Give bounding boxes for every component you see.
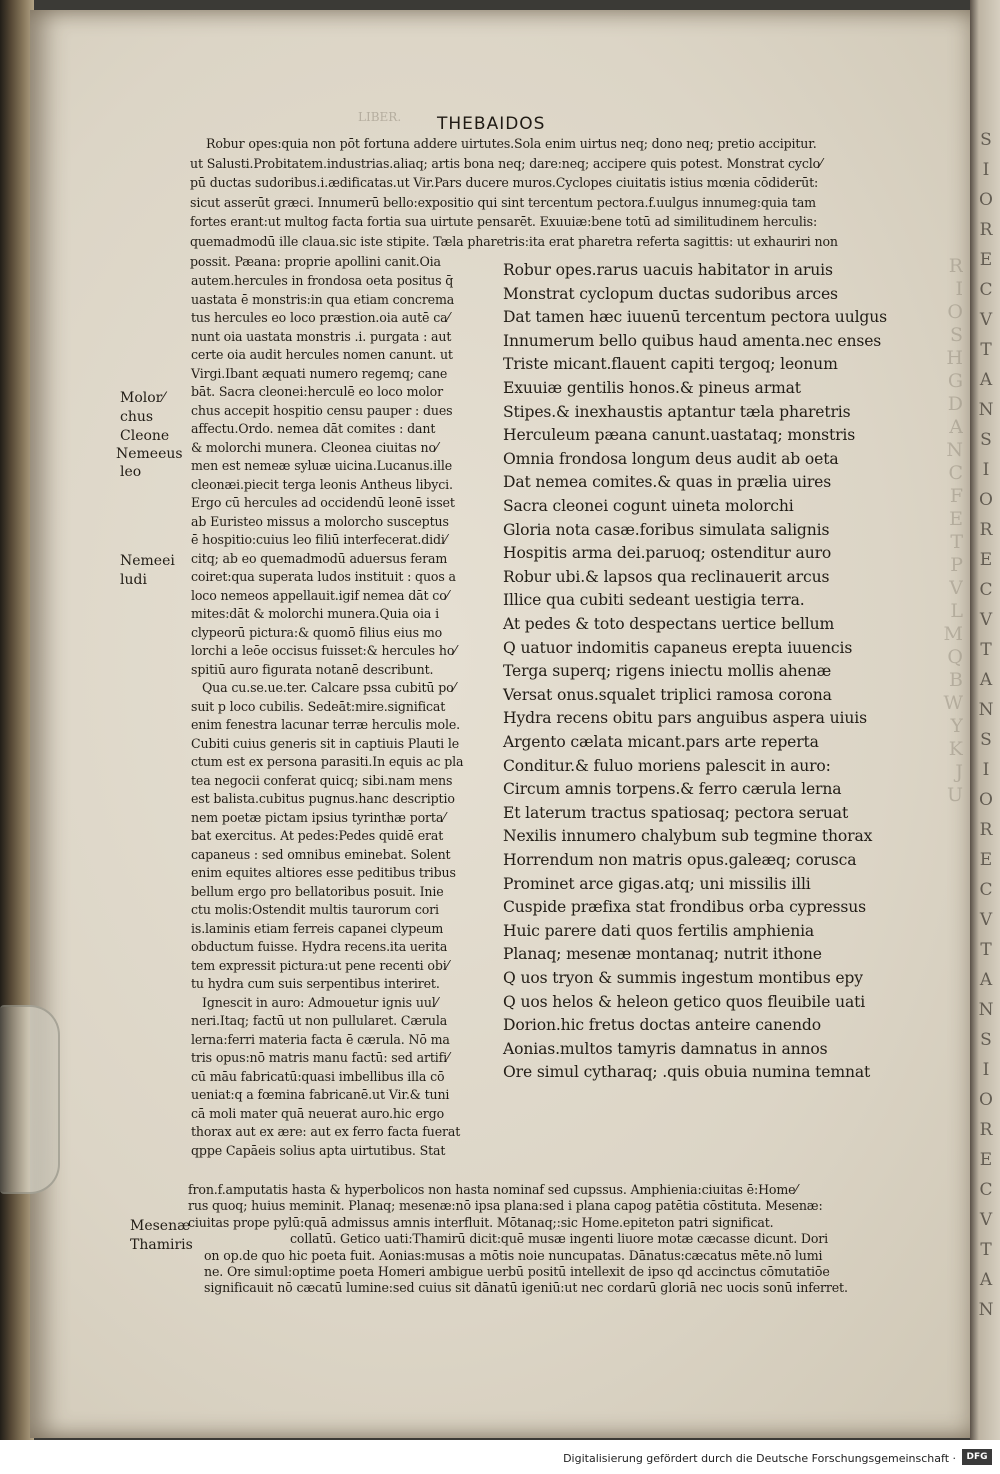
verse-line: Sacra cleonei cogunt uineta molorchi	[503, 497, 794, 515]
verse-line: Robur opes.rarus uacuis habitator in aruis	[503, 261, 833, 279]
facing-page-glyph: A	[979, 670, 993, 690]
show-through-glyph: F	[949, 485, 963, 507]
show-through-glyph: J	[955, 761, 963, 783]
commentary-line: Cubiti cuius generis sit in captiuis Plauti le	[191, 735, 460, 751]
commentary-line: Robur opes:quia non pōt fortuna addere uirtutes.Sola enim uirtus neq; dono neq; pretio accipitur.	[206, 136, 817, 151]
commentary-line: Ergo cū hercules ad occidendū leonē isset	[191, 495, 455, 510]
commentary-line: ctu molis:Ostendit multis taurorum cori	[191, 902, 439, 917]
facing-page-glyph: V	[979, 910, 993, 930]
show-through-glyph: A	[949, 416, 963, 438]
commentary-line: ciuitas prope pylū:quā admissus amnis interfluit. Mōtanaq;:sic Home.epiteton patri significat.	[188, 1214, 774, 1230]
show-through-glyph: K	[948, 738, 963, 760]
facing-page-glyph: E	[979, 850, 993, 870]
running-header: THEBAIDOS	[437, 114, 546, 134]
commentary-line: collatū. Getico uati:Thamirū dicit:quē musæ ingenti liuore motæ cæcasse dicunt. Dori	[290, 1231, 829, 1247]
marginal-note: Molor⁄	[120, 390, 165, 406]
facing-page-glyph: I	[982, 460, 990, 480]
commentary-line: Virgi.Ibant æquati numero regemq; cane	[191, 365, 448, 381]
facing-page-glyph: T	[980, 940, 992, 960]
commentary-line: qppe Capāeis solius apta uirtutibus. Stat	[191, 1142, 446, 1158]
show-through-glyph: O	[947, 301, 963, 323]
commentary-line: ut Salusti.Probitatem.industrias.aliaq; artis bona neq; dare:neq; accipere quis potest. Monstrat cyclo⁄	[190, 155, 822, 171]
verse-line: Herculeum pæana canunt.uastataq; monstris	[503, 426, 856, 445]
page-clip	[0, 1005, 60, 1194]
commentary-line: tem expressit pictura:ut pene recenti obi⁄	[191, 957, 449, 973]
show-through-glyph: G	[947, 370, 963, 392]
show-through-glyph: U	[946, 784, 963, 806]
commentary-line: men est nemeæ syluæ uicina.Lucanus.ille	[191, 458, 453, 473]
marginal-note: Nemeeus	[116, 446, 183, 462]
commentary-line: tris opus:nō matris manu factū: sed artifi⁄	[191, 1050, 450, 1065]
commentary-line: loco nemeos appellauit.igif nemea dāt co⁄	[191, 587, 449, 603]
facing-page-glyph: A	[979, 970, 993, 990]
verse-line: Hospitis arma dei.paruoq; ostenditur auro	[503, 544, 832, 563]
commentary-line: nem poetæ pictam ipsius tyrinthæ porta⁄	[191, 809, 446, 825]
verse-line: Et laterum tractus spatiosaq; pectora seruat	[503, 803, 849, 822]
verse-line: Hydra recens obitu pars anguibus aspera uiuis	[503, 709, 867, 728]
facing-page-glyph: S	[980, 1030, 992, 1050]
facing-page-glyph: O	[979, 1090, 993, 1110]
facing-page-glyph: N	[978, 1300, 994, 1320]
verse-line: Gloria nota casæ.foribus simulata salignis	[503, 520, 830, 539]
commentary-line: Ignescit in auro: Admouetur ignis uul⁄	[202, 994, 438, 1010]
commentary-line: enim fenestra lacunar terræ herculis mole.	[191, 717, 460, 732]
facing-page-glyph: V	[979, 610, 993, 630]
facing-page-glyph: C	[979, 1180, 993, 1200]
facing-page-glyph: S	[980, 730, 992, 750]
facing-page-glyph: V	[979, 310, 993, 330]
marginal-note: Thamiris	[130, 1237, 193, 1253]
marginal-note: Nemeei	[120, 553, 175, 569]
verse-line: Q uos helos & heleon getico quos fleuibile uati	[503, 992, 866, 1011]
commentary-line: lorchi a leōe occisus fuisset:& hercules ho⁄	[191, 643, 457, 658]
show-through-glyph: W	[943, 692, 963, 714]
commentary-line: quemadmodū ille claua.sic iste stipite. Tæla pharetris:ita erat pharetra referta sagittis: ut exhauriri non	[190, 234, 838, 249]
verse-line: Conditur.& fuluo moriens palescit in auro:	[503, 756, 831, 775]
commentary-line: enim equites altiores esse peditibus tribus	[191, 865, 456, 880]
commentary-line: coiret:qua superata ludos instituit : quos a	[191, 569, 456, 584]
commentary-line: cā moli mater quā neuerat auro.hic ergo	[191, 1105, 445, 1121]
facing-page-glyph: R	[979, 1120, 993, 1140]
commentary-line: thorax aut ex ære: aut ex ferro facta fuerat	[191, 1124, 461, 1139]
facing-page-glyph: R	[979, 520, 993, 540]
show-through-glyph: M	[943, 623, 963, 645]
verse-line: Versat onus.squalet triplici ramosa corona	[503, 685, 832, 704]
show-through-glyph: Q	[947, 646, 963, 668]
marginal-note: chus	[120, 409, 154, 425]
dfg-logo: DFG	[962, 1449, 992, 1465]
facing-page-glyph: C	[979, 280, 993, 300]
footer-bar	[0, 1440, 1000, 1474]
show-through-glyph: D	[947, 393, 963, 415]
marginal-note: ludi	[120, 572, 147, 588]
show-through-glyph: I	[955, 278, 963, 300]
verse-line: Q uos tryon & summis ingestum montibus epy	[503, 969, 863, 987]
commentary-line: fron.f.amputatis hasta & hyperbolicos non hasta nominaf sed cupssus. Amphienia:ciuitas ē:Home⁄	[188, 1182, 798, 1197]
verse-line: Horrendum non matris opus.galeæq; corusca	[503, 851, 857, 869]
commentary-line: is.laminis etiam ferreis capanei clypeum	[191, 920, 444, 936]
commentary-line: & molorchi munera. Cleonea ciuitas no⁄	[191, 439, 438, 455]
commentary-line: ab Euristeo missus a molorcho susceptus	[191, 513, 449, 529]
commentary-line: pū ductas sudoribus.i.ædificatas.ut Vir.Pars ducere muros.Cyclopes ciuitatis istius mœnia cōdiderūt:	[190, 175, 819, 191]
facing-page-glyph: S	[980, 130, 992, 150]
facing-page-glyph: V	[979, 1210, 993, 1230]
commentary-line: nunt oia uastata monstris .i. purgata : aut	[191, 328, 452, 344]
verse-line: Prominet arce gigas.atq; uni missilis illi	[503, 874, 811, 893]
commentary-line: tus hercules eo loco præstion.oia autē ca⁄	[191, 310, 450, 325]
commentary-line: ne. Ore simul:optime poeta Homeri ambigue uerbū positū intellexit de ipso qd accinctus cōmutatiōe	[204, 1264, 830, 1279]
commentary-line: uastata ē monstris:in qua etiam concrema	[191, 291, 455, 307]
commentary-line: mites:dāt & molorchi munera.Quia oia i	[191, 606, 439, 621]
facing-page-glyph: R	[979, 820, 993, 840]
facing-page-glyph: C	[979, 580, 993, 600]
verse-line: Triste micant.flauent capiti tergoq; leonum	[503, 355, 838, 374]
marginal-note: Mesenæ	[130, 1218, 191, 1234]
verse-line: Q uatuor indomitis capaneus erepta iuuencis	[503, 638, 853, 657]
verse-line: Nexilis innumero chalybum sub tegmine thorax	[503, 827, 873, 846]
show-through-glyph: P	[950, 554, 963, 576]
commentary-line: significauit nō cæcatū lumine:sed cuius sit dānatū igeniū:ut nec cordarū gloriā nec uocis sonū inferret.	[204, 1280, 848, 1296]
commentary-line: capaneus : sed omnibus eminebat. Solent	[191, 846, 451, 862]
show-through-glyph: B	[949, 669, 963, 691]
verse-line: Omnia frondosa longum deus audit ab oeta	[503, 449, 839, 468]
facing-page-glyph: O	[979, 790, 993, 810]
commentary-line: suit p loco cubilis. Sedeāt:mire.significat	[191, 698, 446, 714]
commentary-line: ctum est ex persona parasiti.In equis ac pla	[191, 754, 464, 769]
verse-line: Huic parere dati quos fertilis amphienia	[503, 921, 815, 940]
verse-line: Aonias.multos tamyris damnatus in annos	[503, 1039, 828, 1058]
commentary-line: bāt. Sacra cleonei:herculē eo loco molor	[191, 384, 443, 399]
commentary-line: obductum fuisse. Hydra recens.ita uerita	[191, 939, 448, 954]
facing-page-glyph: E	[979, 250, 993, 270]
facing-page-glyph: I	[982, 1060, 990, 1080]
facing-page-glyph: A	[979, 370, 993, 390]
facing-page-glyph: I	[982, 760, 990, 780]
show-through-glyph: E	[949, 508, 963, 530]
facing-page-glyph: A	[979, 1270, 993, 1290]
commentary-line: cū māu fabricatū:quasi imbellibus illa cō	[191, 1068, 445, 1084]
facing-page-glyph: N	[978, 700, 994, 720]
show-through-glyph: C	[948, 462, 963, 484]
commentary-line: tu hydra cum suis serpentibus interiret.	[191, 976, 440, 991]
verse-line: Dat nemea comites.& quas in prælia uires	[503, 473, 832, 492]
commentary-line: ē hospitio:cuius leo filiū interfecerat.didi⁄	[191, 532, 447, 547]
facing-page-glyph: T	[980, 1240, 992, 1260]
commentary-line: on op.de quo hic poeta fuit. Aonias:musas a mōtis noie nuncupatas. Dānatus:cæcatus mēte.nō lumi	[204, 1247, 823, 1263]
show-through-glyph: V	[949, 577, 963, 599]
show-through-glyph: N	[946, 439, 963, 461]
verse-line: Dorion.hic fretus doctas anteire canendo	[503, 1016, 821, 1035]
facing-page-glyph: O	[979, 190, 993, 210]
show-through-glyph: H	[946, 347, 963, 369]
show-through-glyph: T	[950, 531, 963, 553]
commentary-line: affectu.Ordo. nemea dāt comites : dant	[191, 421, 436, 436]
show-through-glyph: L	[950, 600, 963, 622]
facing-page-glyph: S	[980, 430, 992, 450]
show-through-glyph: Y	[950, 715, 963, 737]
verse-line: Robur ubi.& lapsos qua reclinauerit arcus	[503, 567, 830, 586]
facing-page-glyph: E	[979, 550, 993, 570]
verse-line: Argento cælata micant.pars arte reperta	[503, 733, 819, 751]
commentary-line: sicut asserūt græci. Innumerū bello:expositio qui sint tercentum pectora.f.uulgus innumeg:quia tam	[190, 194, 816, 210]
commentary-line: lerna:ferri materia facta ē cærula. Nō ma	[191, 1031, 450, 1047]
facing-page-glyph: R	[979, 220, 993, 240]
commentary-line: spitiū auro figurata notanē describunt.	[191, 661, 434, 677]
verse-line: Stipes.& inexhaustis aptantur tæla pharetris	[503, 402, 851, 421]
show-through-header: LIBER.	[358, 110, 402, 124]
commentary-line: chus accepit hospitio censu pauper : dues	[191, 402, 453, 418]
commentary-line: tea negocii conferat quicq; sibi.nam mens	[191, 772, 453, 788]
commentary-line: Qua cu.se.ue.ter. Calcare pssa cubitū po⁄	[202, 680, 456, 695]
verse-line: Planaq; mesenæ montanaq; nutrit ithone	[503, 945, 822, 964]
show-through-text	[893, 255, 963, 815]
commentary-line: certe oia audit hercules nomen canunt. ut	[191, 347, 453, 362]
marginal-note: Cleone	[120, 428, 170, 444]
facing-page-edge	[970, 0, 1000, 1440]
commentary-line: cleonæi.piecit terga leonis Antheus libyci.	[191, 476, 453, 492]
book-left-edge	[0, 0, 34, 1440]
verse-line: Innumerum bello quibus haud amenta.nec enses	[503, 331, 882, 350]
facing-page-glyph: T	[980, 340, 992, 360]
verse-line: Ore simul cytharaq; .quis obuia numina temnat	[503, 1063, 871, 1082]
commentary-line: autem.hercules in frondosa oeta positus q̄	[191, 273, 454, 288]
facing-page-glyph: N	[978, 1000, 994, 1020]
show-through-glyph: S	[949, 324, 963, 346]
facing-page-glyph: N	[978, 400, 994, 420]
commentary-line: est balista.cubitus pugnus.hanc descriptio	[191, 791, 455, 806]
footer-credit: Digitalisierung gefördert durch die Deutsche Forschungsgemeinschaft ·	[563, 1452, 956, 1465]
verse-line: Monstrat cyclopum ductas sudoribus arces	[503, 284, 838, 303]
verse-line: At pedes & toto despectans uertice bellum	[503, 615, 835, 633]
facing-page-glyph: O	[979, 490, 993, 510]
show-through-glyph: R	[948, 255, 963, 277]
commentary-line: possit. Pæana: proprie apollini canit.Oia	[190, 253, 441, 269]
verse-line: Terga superq; rigens iniectu mollis ahenæ	[503, 662, 832, 681]
facing-page-glyph: I	[982, 160, 990, 180]
facing-page-glyph: E	[979, 1150, 993, 1170]
facing-page-glyph: C	[979, 880, 993, 900]
marginal-note: leo	[120, 464, 142, 480]
verse-line: Dat tamen hæc iuuenū tercentum pectora uulgus	[503, 308, 888, 327]
verse-line: Cuspide præfixa stat frondibus orba cypressus	[503, 898, 867, 917]
commentary-line: clypeorū pictura:& quomō filius eius mo	[191, 624, 443, 640]
verse-line: Exuuiæ gentilis honos.& pineus armat	[503, 379, 801, 397]
commentary-line: bat exercitus. At pedes:Pedes quidē erat	[191, 828, 444, 843]
commentary-line: ueniat:q a fœmina fabricanē.ut Vir.& tuni	[191, 1087, 450, 1102]
verse-line: Illice qua cubiti sedeant uestigia terra.	[503, 591, 805, 610]
commentary-line: bellum ergo pro bellatoribus posuit. Inie	[191, 883, 444, 899]
commentary-line: fortes erant:ut multog facta fortia sua uirtute pensarēt. Exuuiæ:bene totū ad similitudinem herculis:	[190, 214, 818, 230]
commentary-line: rus quoq; huius meminit. Planaq; mesenæ:nō ipsa plana:sed i plana capog patētia cōstituta. Mesenæ:	[188, 1198, 823, 1214]
commentary-line: citq; ab eo quemadmodū aduersus feram	[191, 550, 448, 566]
facing-page-glyph: T	[980, 640, 992, 660]
verse-line: Circum amnis torpens.& ferro cærula lerna	[503, 780, 842, 799]
commentary-line: neri.Itaq; factū ut non pullularet. Cærula	[191, 1013, 448, 1028]
